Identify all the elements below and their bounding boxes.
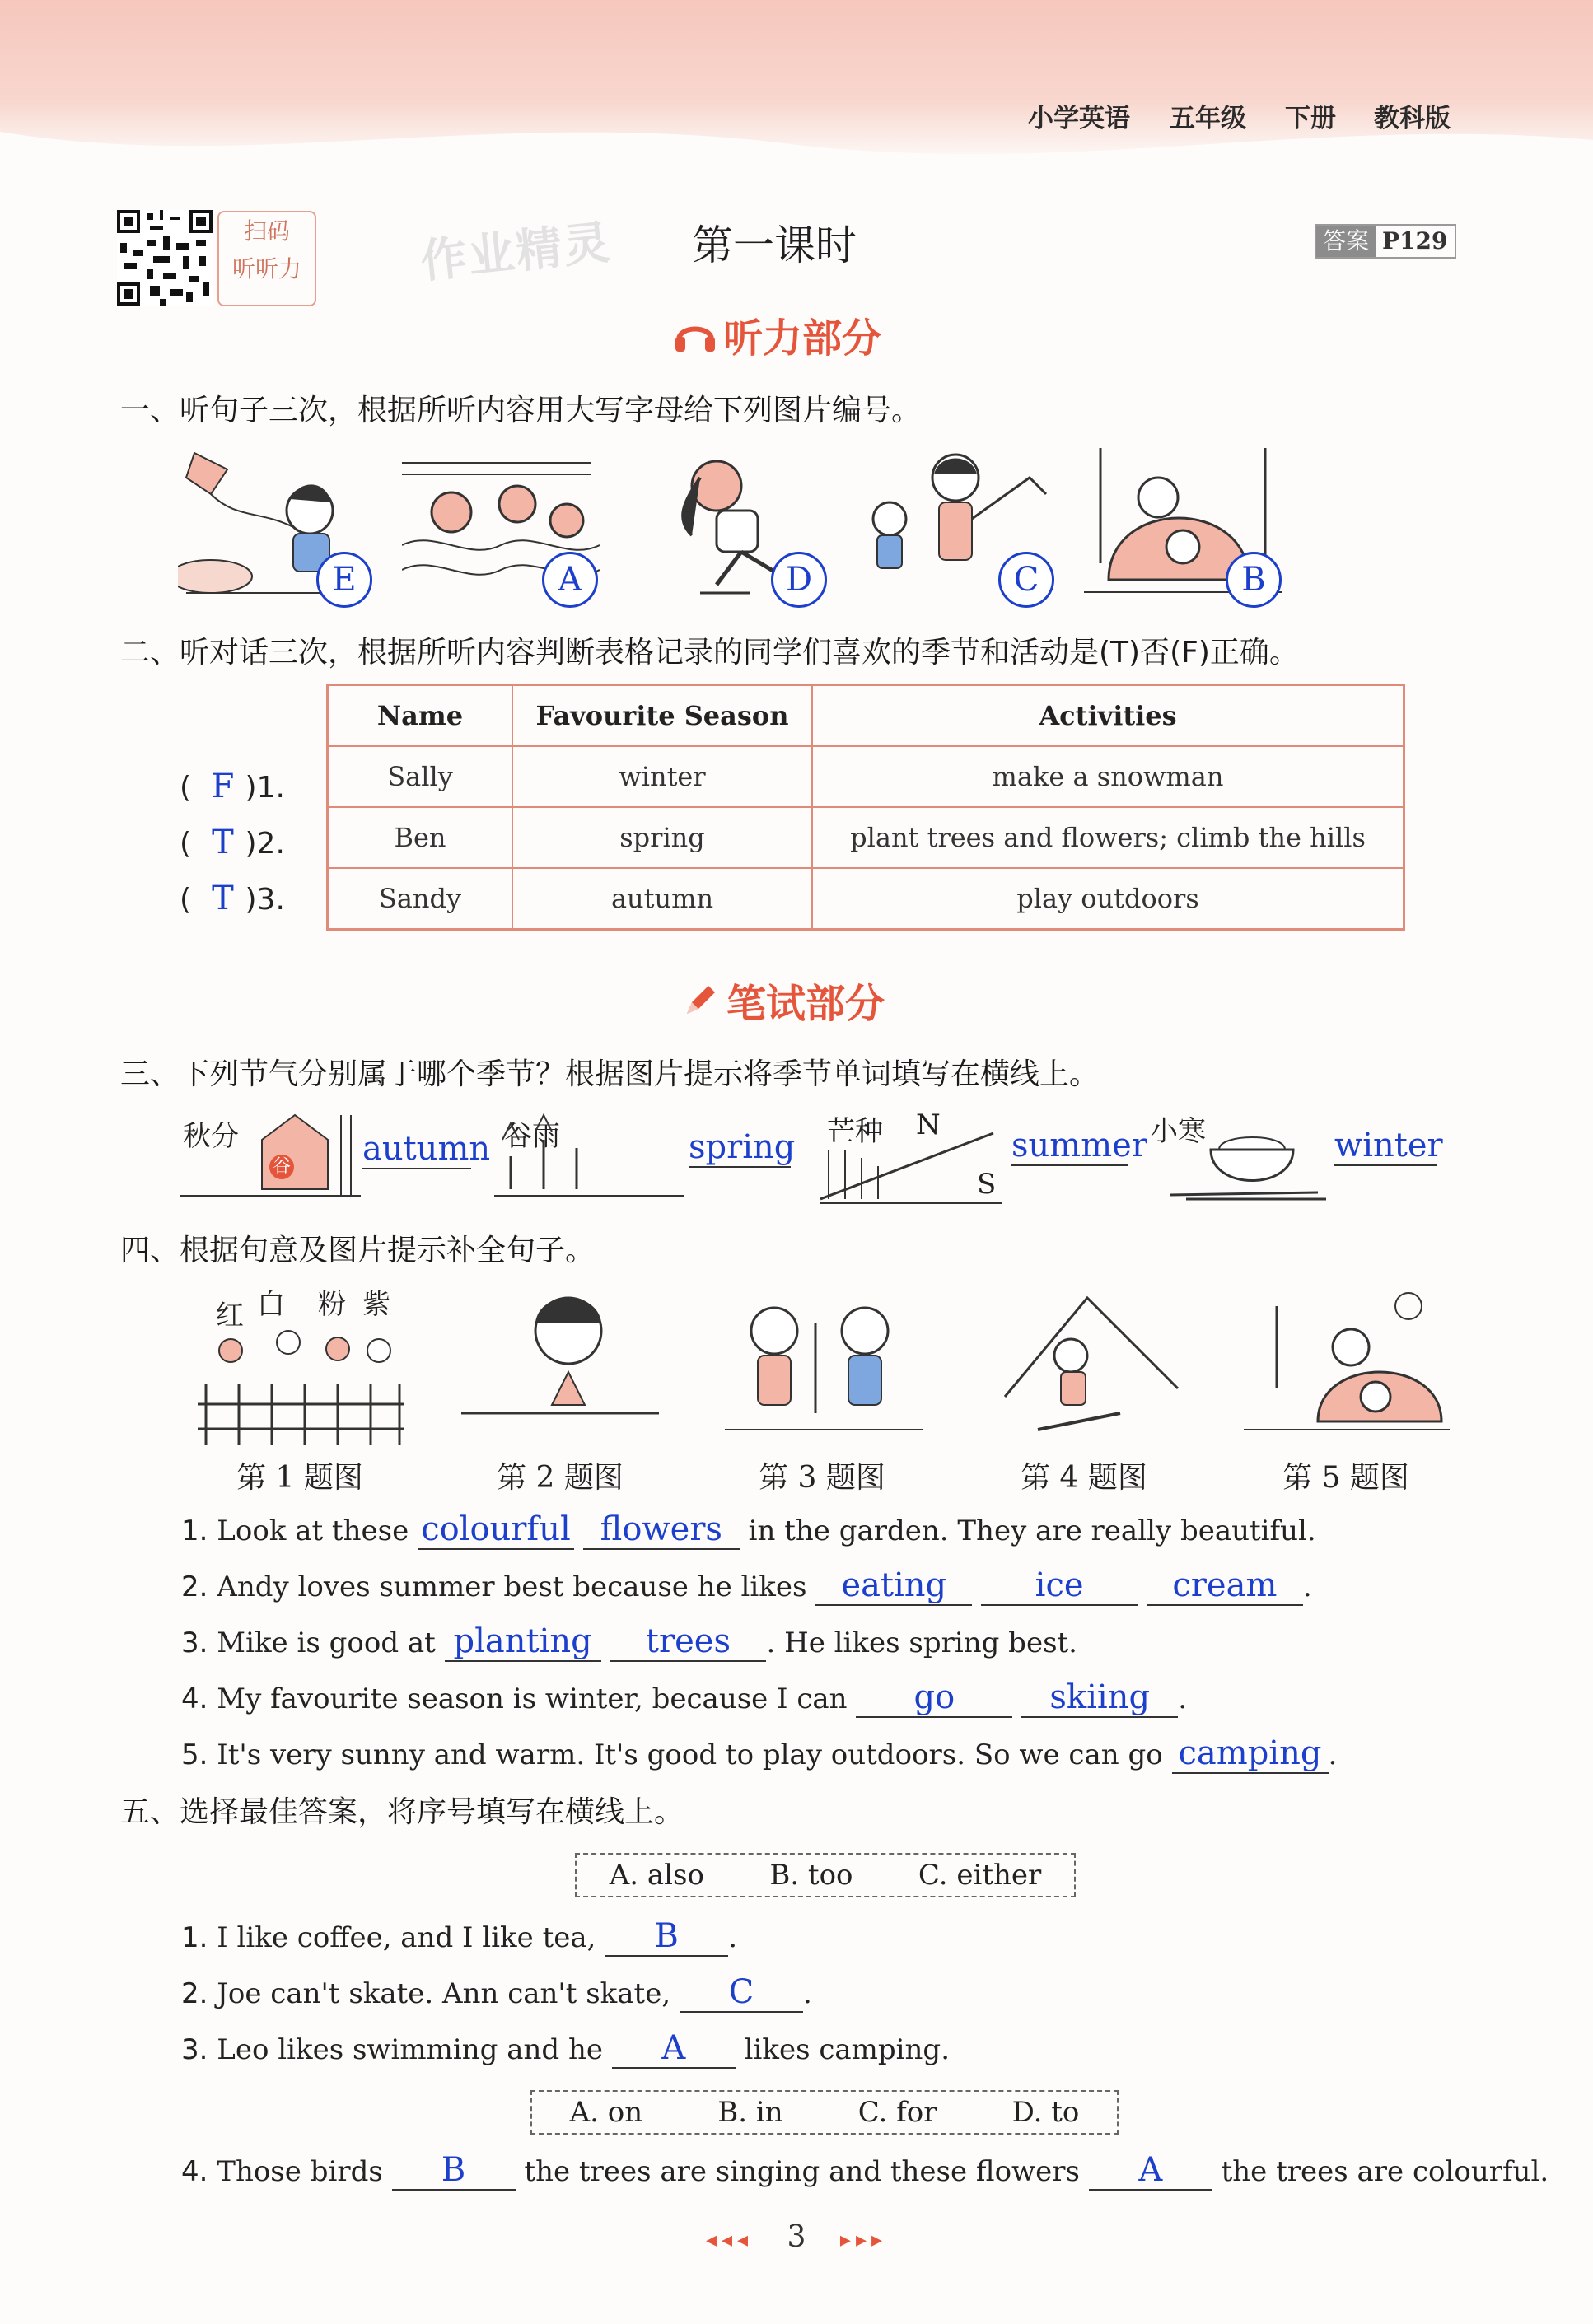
- header-subject: 小学英语: [1028, 104, 1130, 133]
- table-row: [328, 868, 1404, 930]
- sentence-text: Look at these: [217, 1514, 409, 1547]
- sentence-text: .: [1302, 1570, 1312, 1603]
- sentence-answer: go: [856, 1678, 1012, 1718]
- q5-heading: 五、选择最佳答案，将序号填写在横线上。: [120, 1795, 684, 1829]
- right-arrows-icon: ▸▸▸: [839, 2228, 888, 2252]
- column-header-season: Favourite Season: [512, 685, 812, 747]
- south-label: S: [977, 1168, 997, 1201]
- sentence-text: Mike is good at: [217, 1626, 436, 1659]
- item-text: Joe can't skate. Ann can't skate,: [217, 1977, 671, 2010]
- spring-rain-picture: [494, 1107, 684, 1206]
- item-text: Leo likes swimming and he: [217, 2033, 603, 2066]
- options-box-1: [575, 1853, 1076, 1897]
- left-arrows-icon: ◂◂◂: [705, 2228, 754, 2252]
- table-row: [328, 807, 1404, 868]
- item-text: .: [728, 1921, 738, 1954]
- qr-code-icon[interactable]: [117, 210, 213, 306]
- sentence-text: in the garden. They are really beautiful.: [748, 1514, 1316, 1547]
- option: B. too: [769, 1859, 853, 1892]
- item-text: Those birds: [217, 2155, 383, 2188]
- flower-color-white: 白: [257, 1288, 285, 1321]
- q5-item-3: [181, 2029, 950, 2069]
- ice-cream-boy-picture: [461, 1281, 659, 1446]
- sentence-answer: camping: [1172, 1734, 1329, 1774]
- tf-answer-1: F: [211, 768, 235, 805]
- q3-answer-4: winter: [1334, 1127, 1443, 1164]
- item-text: .: [802, 1977, 812, 2010]
- sentence-answer: colourful: [418, 1510, 574, 1550]
- watermark: 作业精灵: [418, 216, 614, 289]
- listening-title-text: 听力部分: [723, 315, 882, 362]
- sentence-answer: cream: [1147, 1566, 1303, 1606]
- tf-item-1: ( F )1.: [180, 768, 285, 805]
- item-number: 1.: [181, 1921, 208, 1954]
- table-header-row: [328, 685, 1404, 747]
- header-edition: 教科版: [1374, 104, 1451, 133]
- sentence-answer: flowers: [583, 1510, 740, 1550]
- tent-camping-picture: [1244, 1281, 1450, 1446]
- solar-term-3: 芒种: [827, 1115, 883, 1148]
- q1-answer-1: E: [316, 552, 372, 608]
- item-number: 4.: [181, 2155, 208, 2188]
- scan-to-listen-label[interactable]: [217, 211, 316, 306]
- pencil-icon: [680, 981, 720, 1020]
- lesson-title: 第一课时: [692, 222, 857, 269]
- flower-color-purple: 紫: [362, 1288, 390, 1321]
- solar-term-1: 秋分: [183, 1120, 239, 1153]
- sentence-text: .: [1328, 1738, 1338, 1771]
- item-answer: B: [605, 1917, 728, 1957]
- item-text: likes camping.: [744, 2033, 950, 2066]
- cell-season: autumn: [512, 868, 812, 930]
- skiing-kid-picture: [988, 1281, 1186, 1446]
- sentence-answer: trees: [610, 1622, 766, 1662]
- north-label: N: [916, 1108, 941, 1141]
- item-number: 2.: [181, 1977, 208, 2010]
- sentence-number: 1.: [181, 1514, 208, 1547]
- option: B. in: [717, 2096, 783, 2129]
- sentence-number: 2.: [181, 1570, 208, 1603]
- cell-name: Ben: [328, 807, 513, 868]
- sentence-number: 4.: [181, 1682, 208, 1715]
- season-table: [326, 684, 1405, 931]
- q5-item-1: [181, 1917, 737, 1957]
- column-header-activities: Activities: [812, 685, 1404, 747]
- answer-page: P129: [1382, 227, 1448, 254]
- q5-item-4: [181, 2151, 1549, 2191]
- item-answer: A: [1089, 2151, 1212, 2191]
- summer-field-picture: [820, 1117, 1002, 1207]
- tf-answer-3: T: [212, 880, 234, 917]
- sentence-text: . He likes spring best.: [766, 1626, 1077, 1659]
- writing-title-text: 笔试部分: [726, 981, 885, 1027]
- sentence-answer: ice: [981, 1566, 1138, 1606]
- item-text: the trees are colourful.: [1221, 2155, 1549, 2188]
- q1-heading: 一、听句子三次，根据所听内容用大写字母给下列图片编号。: [120, 394, 922, 427]
- winter-rice-bowl-picture: [1170, 1117, 1326, 1207]
- q4-sentence-1: [181, 1510, 1316, 1550]
- option: A. also: [609, 1859, 704, 1892]
- sentence-text: .: [1178, 1682, 1187, 1715]
- header-volume: 下册: [1285, 104, 1336, 133]
- sentence-text: It's very sunny and warm. It's good to play outdoors. So we can go: [217, 1738, 1163, 1771]
- sentence-answer: skiing: [1021, 1678, 1178, 1718]
- flower-color-red: 红: [216, 1300, 244, 1332]
- tf-number-2: )2.: [245, 827, 285, 861]
- figure-caption-2: 第 2 题图: [497, 1461, 624, 1495]
- figure-caption-4: 第 4 题图: [1021, 1461, 1147, 1495]
- item-answer: C: [680, 1973, 803, 2013]
- sentence-number: 3.: [181, 1626, 208, 1659]
- q3-answer-1: autumn: [362, 1130, 491, 1168]
- sentence-answer: eating: [815, 1566, 972, 1606]
- q3-answer-3: summer: [1011, 1127, 1147, 1164]
- q1-answer-5: B: [1226, 552, 1282, 608]
- q1-answer-2: A: [542, 552, 598, 608]
- options-box-2: [530, 2090, 1119, 2135]
- cell-activity: play outdoors: [812, 868, 1404, 930]
- item-text: the trees are singing and these flowers: [524, 2155, 1080, 2188]
- sentence-number: 5.: [181, 1738, 208, 1771]
- grain-badge: 谷: [269, 1155, 294, 1179]
- q4-sentence-3: [181, 1622, 1077, 1662]
- q4-sentence-4: [181, 1678, 1187, 1718]
- answer-page-badge: [1315, 224, 1456, 259]
- figure-caption-1: 第 1 题图: [236, 1461, 363, 1495]
- q1-answer-4: C: [998, 552, 1054, 608]
- cell-name: Sally: [328, 746, 513, 807]
- flowers-picture: [198, 1326, 404, 1449]
- item-text: I like coffee, and I like tea,: [217, 1921, 596, 1954]
- cell-season: winter: [512, 746, 812, 807]
- figure-caption-3: 第 3 题图: [759, 1461, 885, 1495]
- solar-term-4: 小寒: [1150, 1115, 1206, 1148]
- option: D. to: [1011, 2096, 1080, 2129]
- listening-section-title: [674, 306, 881, 363]
- q3-heading: 三、下列节气分别属于哪个季节？根据图片提示将季节单词填写在横线上。: [120, 1057, 1100, 1091]
- cell-activity: make a snowman: [812, 746, 1404, 807]
- scan-label-line2: 听听力: [231, 255, 301, 282]
- writing-section-title: [680, 972, 885, 1029]
- tf-number-1: )1.: [245, 771, 285, 805]
- option: A. on: [569, 2096, 643, 2129]
- item-answer: A: [612, 2029, 736, 2069]
- q4-sentence-5: [181, 1734, 1337, 1774]
- cell-name: Sandy: [328, 868, 513, 930]
- option: C. for: [857, 2096, 937, 2129]
- q2-heading: 二、听对话三次，根据所听内容判断表格记录的同学们喜欢的季节和活动是(T)否(F)正确。: [120, 636, 1299, 670]
- tf-answer-2: T: [212, 824, 234, 861]
- solar-term-2: 谷雨: [504, 1120, 560, 1153]
- cell-season: spring: [512, 807, 812, 868]
- sentence-answer: planting: [445, 1622, 601, 1662]
- option: C. either: [918, 1859, 1042, 1892]
- header-grade: 五年级: [1170, 104, 1246, 133]
- q5-item-2: [181, 1973, 812, 2013]
- q1-answer-3: D: [771, 552, 827, 608]
- autumn-barn-picture: [180, 1107, 361, 1206]
- q3-answer-2: spring: [689, 1128, 796, 1166]
- column-header-name: Name: [328, 685, 513, 747]
- q4-heading: 四、根据句意及图片提示补全句子。: [120, 1234, 596, 1267]
- tf-item-2: ( T )2.: [180, 824, 285, 861]
- flower-color-pink: 粉: [318, 1288, 346, 1321]
- cell-activity: plant trees and flowers; climb the hills: [812, 807, 1404, 868]
- sentence-text: My favourite season is winter, because I can: [217, 1682, 848, 1715]
- headphones-icon: [674, 315, 717, 355]
- page-number: 3: [787, 2220, 806, 2254]
- scan-label-line1: 扫码: [243, 217, 290, 245]
- tf-number-3: )3.: [245, 883, 285, 917]
- tf-item-3: ( T )3.: [180, 880, 285, 917]
- planting-kids-picture: [725, 1290, 923, 1446]
- sentence-text: Andy loves summer best because he likes: [217, 1570, 807, 1603]
- item-number: 3.: [181, 2033, 208, 2066]
- answer-label: 答案: [1316, 226, 1376, 257]
- table-row: [328, 746, 1404, 807]
- header-wave: [0, 99, 1593, 173]
- figure-caption-5: 第 5 题图: [1282, 1461, 1409, 1495]
- page-number-footer: [0, 2220, 1593, 2254]
- q4-sentence-2: [181, 1566, 1312, 1606]
- item-answer: B: [392, 2151, 516, 2191]
